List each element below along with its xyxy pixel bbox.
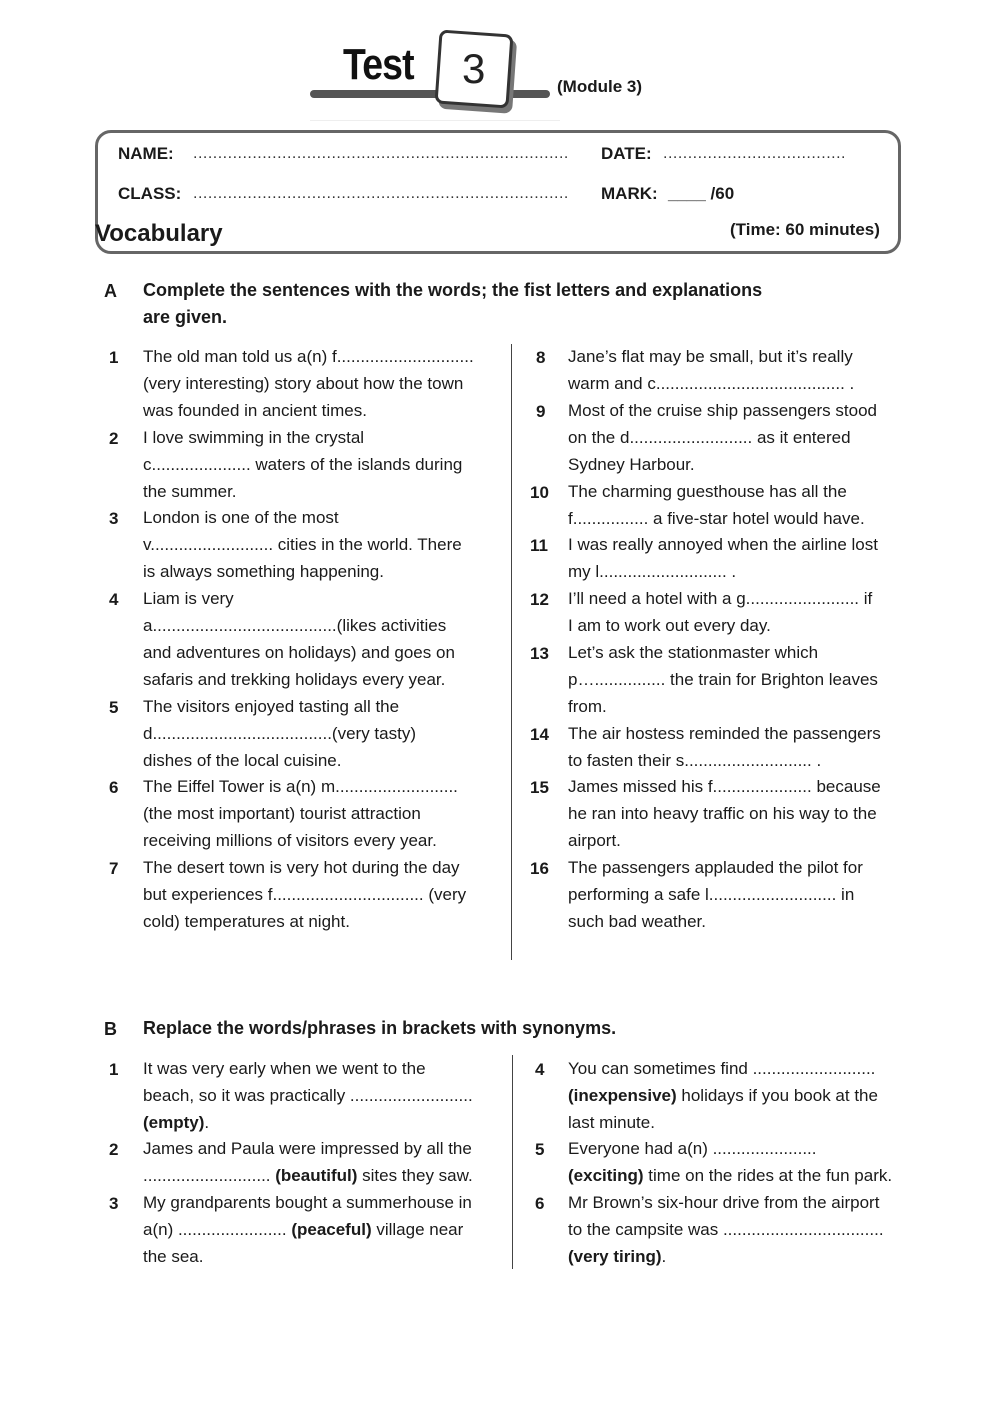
a-item-10-line: f................ a five-star hotel would have. [568,508,865,528]
a-item-4 [143,585,455,693]
b-item-2-line [143,1162,473,1189]
b-item-5-line [568,1162,892,1189]
a-item-4-line: a.......................................(likes activities [143,616,447,636]
b-item-number: 3 [109,1194,119,1213]
a-item-6 [143,773,458,854]
a-item-2-line: I love swimming in the crystal [143,427,365,447]
a-item-7-line: but experiences f................................ (very [143,885,467,905]
b-item-6-line: Mr Brown’s six-hour drive from the airport [568,1193,880,1212]
a-item-12 [568,585,872,639]
b-item-4-text: holidays if you book at the [676,1086,878,1105]
section-a-instruction-line1: Complete the sentences with the words; the fist letters and explanations [143,280,763,300]
date-field[interactable]: ..................................... [663,145,846,162]
b-item-5-text: time on the rides at the fun park. [643,1166,893,1185]
a-item-11-line: my l........................... . [568,562,737,582]
mark-field[interactable]: ____ /60 [668,184,735,203]
a-item-1 [143,343,474,424]
b-item-3 [143,1189,472,1270]
time-label: (Time: 60 minutes) [730,220,880,239]
header-divider [310,120,560,121]
a-item-13-line: p…............... the train for Brighton leaves [568,669,878,689]
b-item-6-keyword: (very tiring) [568,1247,662,1266]
a-item-8 [568,343,854,397]
a-item-15 [568,773,881,854]
a-item-5-line: The visitors enjoyed tasting all the [143,696,400,716]
a-item-number: 12 [530,590,549,610]
b-item-1-line: It was very early when we went to the [143,1059,426,1078]
a-item-number: 9 [536,401,546,421]
a-item-number: 4 [109,590,119,610]
b-item-1-line: beach, so it was practically .......................... [143,1086,473,1105]
a-item-2 [143,424,462,505]
a-item-number: 7 [109,859,119,879]
section-a-column-divider [511,344,512,960]
a-item-6-line: The Eiffel Tower is a(n) m.......................... [143,777,458,797]
b-item-3-line: My grandparents bought a summerhouse in [143,1193,472,1212]
a-item-16-line: such bad weather. [568,912,706,932]
a-item-12-line: I’ll need a hotel with a g........................ if [568,589,873,609]
b-item-4 [568,1055,878,1136]
test-number: 3 [462,44,486,92]
a-item-number: 10 [530,482,549,502]
a-item-15-line: airport. [568,831,621,851]
a-item-13 [568,639,878,720]
a-item-3-line: v.......................... cities in the world. There [143,535,462,555]
b-item-3-keyword: (peaceful) [291,1220,372,1239]
b-item-5 [568,1135,892,1189]
b-item-6 [568,1189,884,1270]
class-label: CLASS: [118,184,182,203]
a-item-3-line: is always something happening. [143,562,384,582]
a-item-10-line: The charming guesthouse has all the [568,481,847,501]
a-item-8-line: warm and c........................................ . [568,374,855,393]
a-item-9 [568,397,877,478]
b-item-number: 2 [109,1140,119,1159]
a-item-7-line: The desert town is very hot during the day [143,858,460,878]
b-item-2 [143,1135,473,1189]
a-item-number: 15 [530,778,549,798]
section-b-letter: B [104,1019,117,1039]
section-a-letter: A [104,281,117,301]
mark-label: MARK: [601,184,658,203]
a-item-5 [143,693,416,774]
a-item-16-line: performing a safe l........................... in [568,885,855,905]
b-item-6-punct: . [661,1247,667,1266]
a-item-8-line: Jane’s flat may be small, but it’s really [568,347,853,366]
a-item-10 [568,478,865,532]
a-item-5-line: d......................................(very tasty) [143,723,416,743]
b-item-3-line [143,1216,472,1243]
a-item-3-line: London is one of the most [143,508,339,528]
a-item-4-line: and adventures on holidays) and goes on [143,643,455,663]
a-item-4-line: safaris and trekking holidays every year. [143,670,446,690]
a-item-11 [568,531,878,585]
b-item-3-line: the sea. [143,1247,204,1266]
a-item-15-line: he ran into heavy traffic on his way to the [568,804,877,824]
b-item-3-blank[interactable]: a(n) ....................... [143,1220,292,1239]
b-item-6-line: to the campsite was .................................. [568,1220,884,1239]
a-item-13-line: Let’s ask the stationmaster which [568,642,819,662]
section-b-instruction: Replace the words/phrases in brackets with synonyms. [143,1018,617,1038]
b-item-5-keyword: (exciting) [568,1166,644,1185]
a-item-number: 13 [530,643,549,663]
section-b-column-divider [512,1055,513,1269]
name-label: NAME: [118,144,174,163]
b-item-2-keyword: (beautiful) [275,1166,358,1185]
a-item-number: 3 [109,509,119,529]
a-item-16-line: The passengers applauded the pilot for [568,858,863,878]
class-field[interactable]: ............................................................................ [193,185,569,202]
b-item-number: 4 [535,1060,545,1079]
a-item-number: 1 [109,348,119,367]
section-a-instruction-line2: are given. [143,307,228,327]
b-item-number: 1 [109,1060,119,1079]
b-item-1-line [143,1109,473,1136]
b-item-6-line [568,1243,884,1270]
a-item-14-line: to fasten their s........................... . [568,750,822,770]
b-item-4-line: You can sometimes find .......................... [568,1059,876,1078]
vocabulary-heading: Vocabulary [95,220,223,247]
a-item-1-line: (very interesting) story about how the town [143,374,464,393]
a-item-number: 6 [109,778,119,798]
a-item-13-line: from. [568,696,607,716]
a-item-14-line: The air hostess reminded the passengers [568,723,881,743]
a-item-11-line: I was really annoyed when the airline lost [568,535,878,555]
date-label: DATE: [601,144,652,163]
a-item-5-line: dishes of the local cuisine. [143,750,342,770]
a-item-3 [143,504,462,585]
a-item-number: 2 [109,428,119,448]
a-item-12-line: I am to work out every day. [568,616,771,636]
b-item-2-blank[interactable]: ........................... [143,1166,276,1185]
a-item-7 [143,854,466,935]
a-item-16 [568,854,863,935]
b-item-4-keyword: (inexpensive) [568,1086,677,1105]
b-item-1-punct: . [204,1113,210,1132]
b-item-1-keyword: (empty) [143,1113,205,1132]
test-title: Test [343,40,414,89]
a-item-7-line: cold) temperatures at night. [143,912,350,932]
a-item-number: 14 [530,724,549,744]
a-item-9-line: on the d.......................... as it entered [568,427,851,447]
a-item-2-line: c..................... waters of the islands during [143,454,463,474]
module-label: (Module 3) [557,77,642,96]
a-item-15-line: James missed his f..................... because [568,777,881,797]
b-item-1 [143,1055,473,1136]
a-item-9-line: Most of the cruise ship passengers stood [568,400,877,420]
a-item-1-line: was founded in ancient times. [143,401,367,420]
test-number-box [435,30,514,109]
a-item-14 [568,720,881,774]
a-item-number: 11 [530,536,548,556]
a-item-6-line: receiving millions of visitors every year. [143,831,437,851]
b-item-number: 6 [535,1194,545,1213]
a-item-4-line: Liam is very [143,589,234,609]
a-item-number: 5 [109,697,119,717]
b-item-number: 5 [535,1140,545,1159]
b-item-2-text: sites they saw. [357,1166,473,1185]
name-field[interactable]: ............................................................................ [193,145,569,162]
title-underline-bar [310,90,550,98]
a-item-number: 16 [530,859,549,879]
a-item-2-line: the summer. [143,481,237,501]
b-item-3-text: village near [371,1220,464,1239]
a-item-number: 8 [536,348,546,367]
a-item-9-line: Sydney Harbour. [568,454,695,474]
b-item-4-line [568,1082,878,1109]
a-item-6-line: (the most important) tourist attraction [143,804,421,824]
b-item-4-line: last minute. [568,1113,655,1132]
a-item-1-line: The old man told us a(n) f............................. [143,347,474,366]
b-item-2-line: James and Paula were impressed by all the [143,1139,472,1158]
b-item-5-line: Everyone had a(n) ...................... [568,1139,817,1158]
